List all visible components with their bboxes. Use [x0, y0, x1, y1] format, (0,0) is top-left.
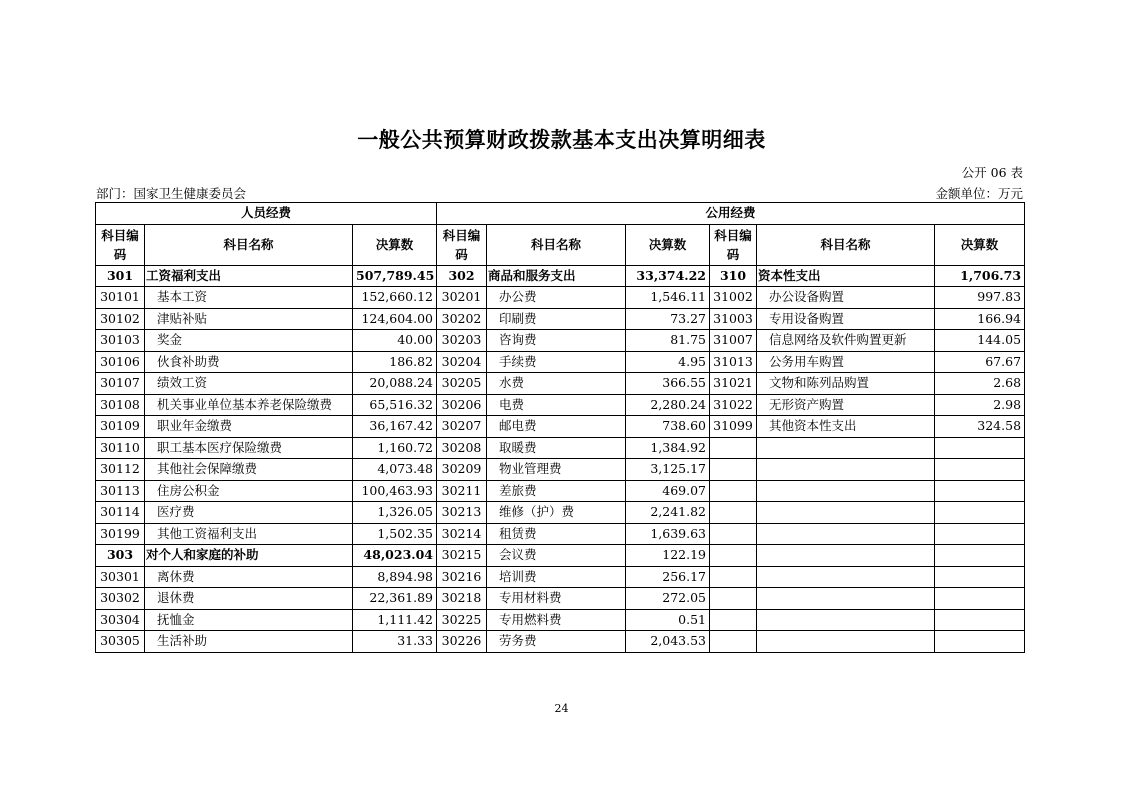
subject-name-cell: 住房公积金 — [145, 480, 353, 502]
amount-cell: 1,111.42 — [353, 609, 437, 631]
subject-code-cell: 30205 — [437, 373, 487, 395]
amount-cell: 100,463.93 — [353, 480, 437, 502]
subject-name-cell: 物业管理费 — [487, 459, 626, 481]
page-number: 24 — [554, 702, 569, 715]
amount-cell: 124,604.00 — [353, 308, 437, 330]
table-column-header — [96, 224, 1025, 265]
subject-code-cell: 30226 — [437, 631, 487, 653]
table-row — [96, 502, 1025, 524]
amount-cell: 33,374.22 — [626, 265, 710, 287]
amount-cell: 366.55 — [626, 373, 710, 395]
amount-cell: 65,516.32 — [353, 394, 437, 416]
page-title: 一般公共预算财政拨款基本支出决算明细表 — [357, 127, 766, 152]
subject-code-cell: 30218 — [437, 588, 487, 610]
table-row — [96, 459, 1025, 481]
table-row — [96, 609, 1025, 631]
subject-name-cell: 职业年金缴费 — [145, 416, 353, 438]
subject-name-cell: 离休费 — [145, 566, 353, 588]
subject-code-cell: 30209 — [437, 459, 487, 481]
amount-cell — [935, 588, 1025, 610]
subject-name-cell: 信息网络及软件购置更新 — [757, 330, 935, 352]
amount-cell: 20,088.24 — [353, 373, 437, 395]
subject-name-cell — [757, 588, 935, 610]
subject-code-cell — [710, 459, 757, 481]
subject-name-cell: 机关事业单位基本养老保险缴费 — [145, 394, 353, 416]
subject-code-cell: 30207 — [437, 416, 487, 438]
subject-code-cell: 30304 — [96, 609, 145, 631]
subject-code-cell: 30208 — [437, 437, 487, 459]
amount-cell: 186.82 — [353, 351, 437, 373]
table-row — [96, 588, 1025, 610]
amount-cell: 31.33 — [353, 631, 437, 653]
amount-cell: 272.05 — [626, 588, 710, 610]
amount-cell — [935, 545, 1025, 567]
amount-cell — [935, 480, 1025, 502]
table-row — [96, 523, 1025, 545]
amount-cell: 738.60 — [626, 416, 710, 438]
subject-name-cell — [757, 480, 935, 502]
subject-code-cell: 30206 — [437, 394, 487, 416]
subject-name-cell: 资本性支出 — [757, 265, 935, 287]
subject-code-cell: 31002 — [710, 287, 757, 309]
subject-name-cell: 无形资产购置 — [757, 394, 935, 416]
subject-name-cell: 培训费 — [487, 566, 626, 588]
amount-header: 决算数 — [353, 224, 437, 265]
subject-name-cell — [757, 502, 935, 524]
amount-cell: 1,546.11 — [626, 287, 710, 309]
amount-cell — [935, 502, 1025, 524]
subject-name-cell: 基本工资 — [145, 287, 353, 309]
code-header: 科目编码 — [437, 224, 487, 265]
amount-cell — [935, 609, 1025, 631]
subject-name-cell: 其他资本性支出 — [757, 416, 935, 438]
name-header: 科目名称 — [487, 224, 626, 265]
amount-cell — [935, 631, 1025, 653]
amount-cell: 81.75 — [626, 330, 710, 352]
personnel-expense-header: 人员经费 — [96, 203, 437, 225]
subject-name-cell: 其他工资福利支出 — [145, 523, 353, 545]
subject-code-cell: 30102 — [96, 308, 145, 330]
subject-name-cell: 邮电费 — [487, 416, 626, 438]
expenditure-table — [95, 202, 1025, 653]
subject-name-cell: 绩效工资 — [145, 373, 353, 395]
subject-name-cell: 专用设备购置 — [757, 308, 935, 330]
subject-name-cell: 奖金 — [145, 330, 353, 352]
amount-cell: 1,706.73 — [935, 265, 1025, 287]
amount-cell: 507,789.45 — [353, 265, 437, 287]
subject-code-cell: 30215 — [437, 545, 487, 567]
subject-name-cell: 办公设备购置 — [757, 287, 935, 309]
amount-cell: 4,073.48 — [353, 459, 437, 481]
code-header: 科目编码 — [710, 224, 757, 265]
amount-cell — [935, 523, 1025, 545]
amount-cell: 2.68 — [935, 373, 1025, 395]
table-row — [96, 437, 1025, 459]
amount-cell: 469.07 — [626, 480, 710, 502]
subject-name-cell — [757, 631, 935, 653]
subject-code-cell — [710, 545, 757, 567]
amount-cell: 36,167.42 — [353, 416, 437, 438]
subject-name-cell: 其他社会保障缴费 — [145, 459, 353, 481]
amount-cell: 8,894.98 — [353, 566, 437, 588]
amount-cell: 1,160.72 — [353, 437, 437, 459]
amount-cell: 1,502.35 — [353, 523, 437, 545]
subject-code-cell: 30106 — [96, 351, 145, 373]
subject-name-cell: 津贴补贴 — [145, 308, 353, 330]
table-row — [96, 265, 1025, 287]
subject-code-cell: 30203 — [437, 330, 487, 352]
amount-cell — [935, 459, 1025, 481]
subject-code-cell: 30216 — [437, 566, 487, 588]
subject-code-cell: 30114 — [96, 502, 145, 524]
subject-code-cell: 31007 — [710, 330, 757, 352]
subject-name-cell: 专用材料费 — [487, 588, 626, 610]
subject-code-cell — [710, 502, 757, 524]
subject-code-cell: 31013 — [710, 351, 757, 373]
subject-code-cell: 30113 — [96, 480, 145, 502]
subject-code-cell: 30108 — [96, 394, 145, 416]
table-row — [96, 394, 1025, 416]
amount-cell — [935, 437, 1025, 459]
amount-cell: 4.95 — [626, 351, 710, 373]
subject-name-cell: 差旅费 — [487, 480, 626, 502]
amount-cell: 144.05 — [935, 330, 1025, 352]
subject-name-cell: 工资福利支出 — [145, 265, 353, 287]
subject-name-cell — [757, 609, 935, 631]
subject-code-cell: 30110 — [96, 437, 145, 459]
subject-code-cell: 30202 — [437, 308, 487, 330]
table-row — [96, 351, 1025, 373]
amount-cell: 2,280.24 — [626, 394, 710, 416]
amount-cell: 1,326.05 — [353, 502, 437, 524]
subject-code-cell: 30199 — [96, 523, 145, 545]
subject-code-cell: 31099 — [710, 416, 757, 438]
table-row — [96, 287, 1025, 309]
amount-cell: 2.98 — [935, 394, 1025, 416]
subject-name-cell: 水费 — [487, 373, 626, 395]
subject-name-cell: 劳务费 — [487, 631, 626, 653]
amount-cell: 2,043.53 — [626, 631, 710, 653]
amount-header: 决算数 — [626, 224, 710, 265]
subject-code-cell: 30112 — [96, 459, 145, 481]
amount-cell: 22,361.89 — [353, 588, 437, 610]
subject-name-cell: 印刷费 — [487, 308, 626, 330]
subject-code-cell: 30211 — [437, 480, 487, 502]
amount-cell: 122.19 — [626, 545, 710, 567]
table-group-header — [96, 203, 1025, 225]
table-row — [96, 308, 1025, 330]
amount-unit-label: 金额单位：万元 — [935, 186, 1023, 201]
subject-name-cell: 职工基本医疗保险缴费 — [145, 437, 353, 459]
amount-cell — [935, 566, 1025, 588]
table-row — [96, 566, 1025, 588]
subject-name-cell: 取暖费 — [487, 437, 626, 459]
subject-name-cell: 退休费 — [145, 588, 353, 610]
subject-name-cell: 文物和陈列品购置 — [757, 373, 935, 395]
table-row — [96, 373, 1025, 395]
subject-code-cell: 301 — [96, 265, 145, 287]
subject-name-cell: 会议费 — [487, 545, 626, 567]
subject-name-cell: 电费 — [487, 394, 626, 416]
subject-code-cell: 30204 — [437, 351, 487, 373]
subject-name-cell — [757, 523, 935, 545]
amount-cell: 166.94 — [935, 308, 1025, 330]
amount-header: 决算数 — [935, 224, 1025, 265]
subject-name-cell: 维修（护）费 — [487, 502, 626, 524]
subject-name-cell: 手续费 — [487, 351, 626, 373]
table-row — [96, 545, 1025, 567]
amount-cell: 40.00 — [353, 330, 437, 352]
amount-cell: 1,639.63 — [626, 523, 710, 545]
subject-code-cell — [710, 588, 757, 610]
subject-code-cell: 30213 — [437, 502, 487, 524]
amount-cell: 324.58 — [935, 416, 1025, 438]
amount-cell: 2,241.82 — [626, 502, 710, 524]
amount-cell: 67.67 — [935, 351, 1025, 373]
subject-name-cell — [757, 566, 935, 588]
subject-name-cell: 租赁费 — [487, 523, 626, 545]
subject-name-cell: 生活补助 — [145, 631, 353, 653]
subject-code-cell: 31022 — [710, 394, 757, 416]
subject-code-cell: 302 — [437, 265, 487, 287]
subject-code-cell — [710, 609, 757, 631]
subject-code-cell: 30103 — [96, 330, 145, 352]
subject-name-cell — [757, 545, 935, 567]
document-number: 公开 06 表 — [961, 165, 1023, 180]
table-body — [96, 265, 1025, 652]
subject-code-cell: 30101 — [96, 287, 145, 309]
subject-name-cell: 公务用车购置 — [757, 351, 935, 373]
amount-cell: 152,660.12 — [353, 287, 437, 309]
amount-cell: 256.17 — [626, 566, 710, 588]
subject-name-cell: 咨询费 — [487, 330, 626, 352]
amount-cell: 48,023.04 — [353, 545, 437, 567]
table-row — [96, 416, 1025, 438]
public-expense-header: 公用经费 — [437, 203, 1025, 225]
subject-name-cell: 对个人和家庭的补助 — [145, 545, 353, 567]
subject-name-cell: 伙食补助费 — [145, 351, 353, 373]
subject-name-cell: 商品和服务支出 — [487, 265, 626, 287]
subject-name-cell: 办公费 — [487, 287, 626, 309]
subject-code-cell: 30301 — [96, 566, 145, 588]
department-label: 部门：国家卫生健康委员会 — [96, 186, 247, 201]
subject-name-cell — [757, 459, 935, 481]
subject-code-cell: 30305 — [96, 631, 145, 653]
amount-cell: 73.27 — [626, 308, 710, 330]
amount-cell: 0.51 — [626, 609, 710, 631]
amount-cell: 997.83 — [935, 287, 1025, 309]
name-header: 科目名称 — [757, 224, 935, 265]
subject-code-cell: 30302 — [96, 588, 145, 610]
subject-code-cell — [710, 523, 757, 545]
subject-code-cell — [710, 566, 757, 588]
subject-code-cell: 30107 — [96, 373, 145, 395]
subject-name-cell: 专用燃料费 — [487, 609, 626, 631]
subject-code-cell: 31003 — [710, 308, 757, 330]
table-row — [96, 631, 1025, 653]
subject-code-cell: 30109 — [96, 416, 145, 438]
subject-name-cell: 抚恤金 — [145, 609, 353, 631]
subject-name-cell: 医疗费 — [145, 502, 353, 524]
subject-code-cell: 310 — [710, 265, 757, 287]
subject-code-cell: 31021 — [710, 373, 757, 395]
subject-code-cell: 303 — [96, 545, 145, 567]
table-row — [96, 330, 1025, 352]
subject-code-cell — [710, 631, 757, 653]
amount-cell: 3,125.17 — [626, 459, 710, 481]
code-header: 科目编码 — [96, 224, 145, 265]
subject-code-cell: 30225 — [437, 609, 487, 631]
name-header: 科目名称 — [145, 224, 353, 265]
subject-code-cell: 30201 — [437, 287, 487, 309]
amount-cell: 1,384.92 — [626, 437, 710, 459]
subject-code-cell — [710, 437, 757, 459]
table-row — [96, 480, 1025, 502]
subject-code-cell — [710, 480, 757, 502]
subject-code-cell: 30214 — [437, 523, 487, 545]
subject-name-cell — [757, 437, 935, 459]
